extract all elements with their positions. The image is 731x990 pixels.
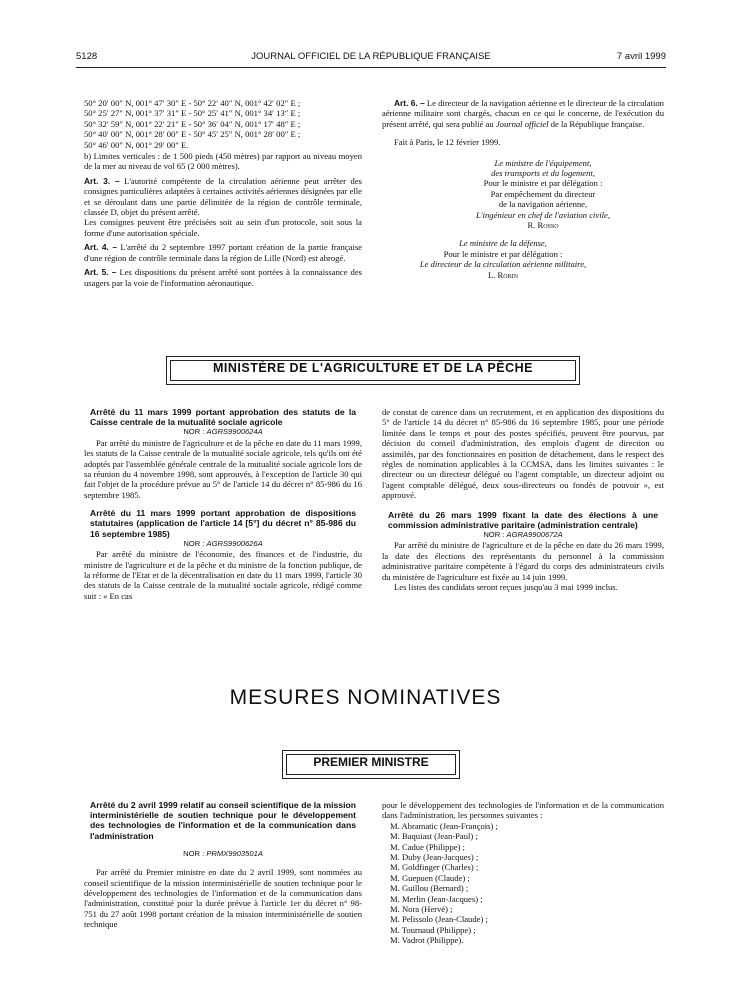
coord-line: 50° 20′ 00″ N, 001° 47′ 30″ E - 50° 22′ 40″ N, 001° 42′ 02″ E ; bbox=[84, 98, 301, 108]
article-3: Art. 3. – L'autorité compétente de la circulation aérienne peut arrêter des consignes particulières adaptées à certaines activités aériennes désignées par elle et se déroulant dans une partie délimitée de la région de contrôle terminale, classée D, objet du présent arrêté. bbox=[84, 175, 362, 218]
decree-title: Arrêté du 11 mars 1999 portant approbation de dispositions statutaires (application de l'article 14 [5°] du décret n° 85-986 du 16 septembre 1985) bbox=[90, 508, 356, 539]
issue-date: 7 avril 1999 bbox=[616, 51, 666, 62]
signature-block-2: Le ministre de la défense, Pour le ministre et par délégation : Le directeur de la circulation aérienne militaire, L. Robin bbox=[382, 238, 664, 280]
coord-line: 50° 25′ 27″ N, 001° 37′ 31″ E - 50° 25′ 41″ N, 001° 34′ 13″ E ; bbox=[84, 108, 301, 119]
signatory-name: R. Rosso bbox=[527, 220, 559, 231]
nor-reference: NOR : AGRS9900624A bbox=[183, 427, 263, 437]
list-item: M. Guepuen (Claude) ; bbox=[390, 872, 470, 883]
page-header bbox=[76, 52, 666, 66]
decree-title: Arrêté du 26 mars 1999 fixant la date des élections à une commission administrative paritaire (administration centrale) bbox=[388, 509, 658, 530]
list-item: M. Merlin (Jean-Jacques) ; bbox=[390, 893, 483, 904]
list-item: M. Guillou (Bernard) ; bbox=[390, 883, 469, 894]
list-item: M. Pelissolo (Jean-Claude) ; bbox=[390, 914, 488, 925]
decree-title: Arrêté du 11 mars 1999 portant approbation des statuts de la Caisse centrale de la mutualité sociale agricole bbox=[90, 407, 356, 428]
top-right-column bbox=[382, 98, 664, 280]
list-item: M. Duby (Jean-Jacques) ; bbox=[390, 852, 479, 863]
decree-text-continued: pour le développement des technologies de l'information et de la communication dans l'administration, les personnes suivantes : bbox=[382, 800, 664, 821]
vertical-limits: b) Limites verticales : de 1 500 pieds (450 mètres) par rapport au niveau moyen de la mer au niveau de vol 65 (2 000 mètres). bbox=[84, 151, 362, 172]
nor-reference: NOR : PRMX9903501A bbox=[183, 848, 263, 858]
decree-text: Par arrêté du Premier ministre en date du 2 avril 1999, sont nommées au conseil scientifique de la mission interministérielle de soutien technique pour le développement des technologies de l'information et de la communication dans l'administration, constitué pour la durée prévue à l'article 1er du décret n° 98-751 du 27 août 1998 portant création de la mission interministérielle de soutien technique bbox=[84, 867, 362, 930]
list-item: M. Baquiast (Jean-Paul) ; bbox=[390, 831, 478, 842]
coord-line: 50° 40′ 00″ N, 001° 28′ 00″ E - 50° 45′ 25″ N, 001° 28′ 00″ E ; bbox=[84, 129, 301, 140]
decree-text: Par arrêté du ministre de l'agriculture et de la pêche en date du 11 mars 1999, les statuts de la Caisse centrale de la mutualité sociale agricole, tels qu'ils ont été adoptés par l'assemblée générale centrale de la mutualité sociale agricole lors de sa réunion du 4 novembre 1998, sont approuvés, à l'exception de l'article 30 qui fait l'objet de la procédure prévue au 5° de l'article 14 du décret n° 85-986 du 16 septembre 1985. bbox=[84, 437, 362, 500]
decree-text: Par arrêté du ministre de l'économie, des finances et de l'industrie, du ministre de l'agriculture et de la pêche et du ministre de la fonction publique, de la réforme de l'Etat et de la décentralisation en date du 11 mars 1999, l'article 30 des statuts de la Caisse centrale de la mutualité sociale agricole, rédigé comme suit : « En cas bbox=[84, 549, 362, 601]
list-item: M. Goldfinger (Charles) ; bbox=[390, 862, 479, 873]
signature-block-1: Le ministre de l'équipement, des transports et du logement, Pour le ministre et par délégation : Par empêchement du directeur de la navigation aérienne, L'ingénieur en chef de l'aviation civile, R. Rosso bbox=[382, 158, 664, 231]
section-heading: MESURES NOMINATIVES bbox=[229, 686, 502, 709]
article-label: Art. 3. – bbox=[84, 175, 120, 186]
decree-text-continued: de constat de carence dans un recrutement, et en application des dispositions du 5° de l'article 14 du décret n° 85-986 du 16 septembre 1985, pour une période limitée dans le temps et pour des postes spécifiés, peuvent être pourvus, par décision du conseil d'administration, des emplois d'agent de direction ou assimilés, par des fonctionnaires en position de détachement, dans le respect des règles de nomination applicables à la CCMSA, dans les limites suivantes : le directeur ou un directeur délégué ou l'agent comptable, un directeur adjoint ou l'agent comptable délégué, deux sous-directeurs ou fondés de pouvoir », est approuvé. bbox=[382, 407, 664, 501]
signature-date: Fait à Paris, le 12 février 1999. bbox=[394, 137, 501, 148]
article-3-para2: Les consignes peuvent être précisées soit au sein d'un protocole, soit sous la forme d'une autorisation spéciale. bbox=[84, 217, 362, 238]
pm-right-column bbox=[382, 800, 664, 946]
article-6: Art. 6. – Le directeur de la navigation aérienne et le directeur de la circulation aérienne militaire sont chargés, chacun en ce qui le concerne, de l'exécution du présent arrêté, qui sera publié au Journal officiel de la République française. bbox=[382, 98, 664, 129]
page-number: 5128 bbox=[76, 51, 98, 62]
header-rule bbox=[76, 67, 666, 68]
article-label: Art. 6. – bbox=[394, 98, 425, 108]
list-item: M. Cadue (Philippe) ; bbox=[390, 841, 465, 852]
nor-reference: NOR : AGRA9900672A bbox=[483, 530, 563, 540]
article-5: Art. 5. – Les dispositions du présent arrêté sont portées à la connaissance des usagers par la voie de l'information aéronautique. bbox=[84, 267, 362, 288]
article-label: Art. 4. – bbox=[84, 242, 118, 253]
list-item: M. Nora (Hervé) ; bbox=[390, 904, 453, 915]
journal-title: JOURNAL OFFICIEL DE LA RÉPUBLIQUE FRANÇAISE bbox=[251, 51, 491, 62]
nor-reference: NOR : AGRS9900626A bbox=[183, 538, 263, 548]
coord-line: 50° 32′ 59″ N, 001° 22′ 21″ E - 50° 36′ 04″ N, 001° 17′ 48″ E ; bbox=[84, 118, 301, 129]
signatory-name: L. Robin bbox=[488, 269, 518, 280]
decree-title: Arrêté du 2 avril 1999 relatif au conseil scientifique de la mission interministérielle de soutien technique pour le développement des technologies de l'information et de la communication dans l'administration bbox=[90, 800, 356, 841]
coord-line: 50° 46′ 00″ N, 001° 29′ 00″ E. bbox=[84, 139, 189, 150]
decree-text: Les listes des candidats seront reçues jusqu'au 3 mai 1999 inclus. bbox=[394, 582, 618, 593]
agri-right-column bbox=[382, 407, 664, 593]
agri-left-column bbox=[84, 407, 362, 601]
pm-heading: PREMIER MINISTRE bbox=[313, 755, 429, 769]
ministry-heading: MINISTÈRE DE L'AGRICULTURE ET DE LA PÊCHE bbox=[212, 361, 533, 375]
pm-left-column bbox=[84, 800, 362, 930]
list-item: M. Tournaud (Philippe) ; bbox=[390, 924, 476, 935]
list-item: M. Vadrot (Philippe). bbox=[390, 935, 464, 946]
decree-text: Par arrêté du ministre de l'agriculture et de la pêche en date du 26 mars 1999, la date des élections des représentants du personnel à la commission administrative paritaire compétente à l'égard du corps des administrateurs civils du ministère de l'agriculture est fixée au 14 juin 1999. bbox=[382, 540, 664, 582]
article-label: Art. 5. – bbox=[84, 267, 117, 278]
top-left-column bbox=[84, 98, 362, 288]
list-item: M. Abramatic (Jean-François) ; bbox=[390, 820, 498, 831]
pm-heading-box bbox=[282, 750, 460, 779]
ministry-heading-box bbox=[166, 356, 580, 385]
article-4: Art. 4. – L'arrêté du 2 septembre 1997 portant création de la partie française d'une région de contrôle terminale dans la région de Lille (Nord) est abrogé. bbox=[84, 242, 362, 263]
appointee-list bbox=[382, 821, 664, 946]
